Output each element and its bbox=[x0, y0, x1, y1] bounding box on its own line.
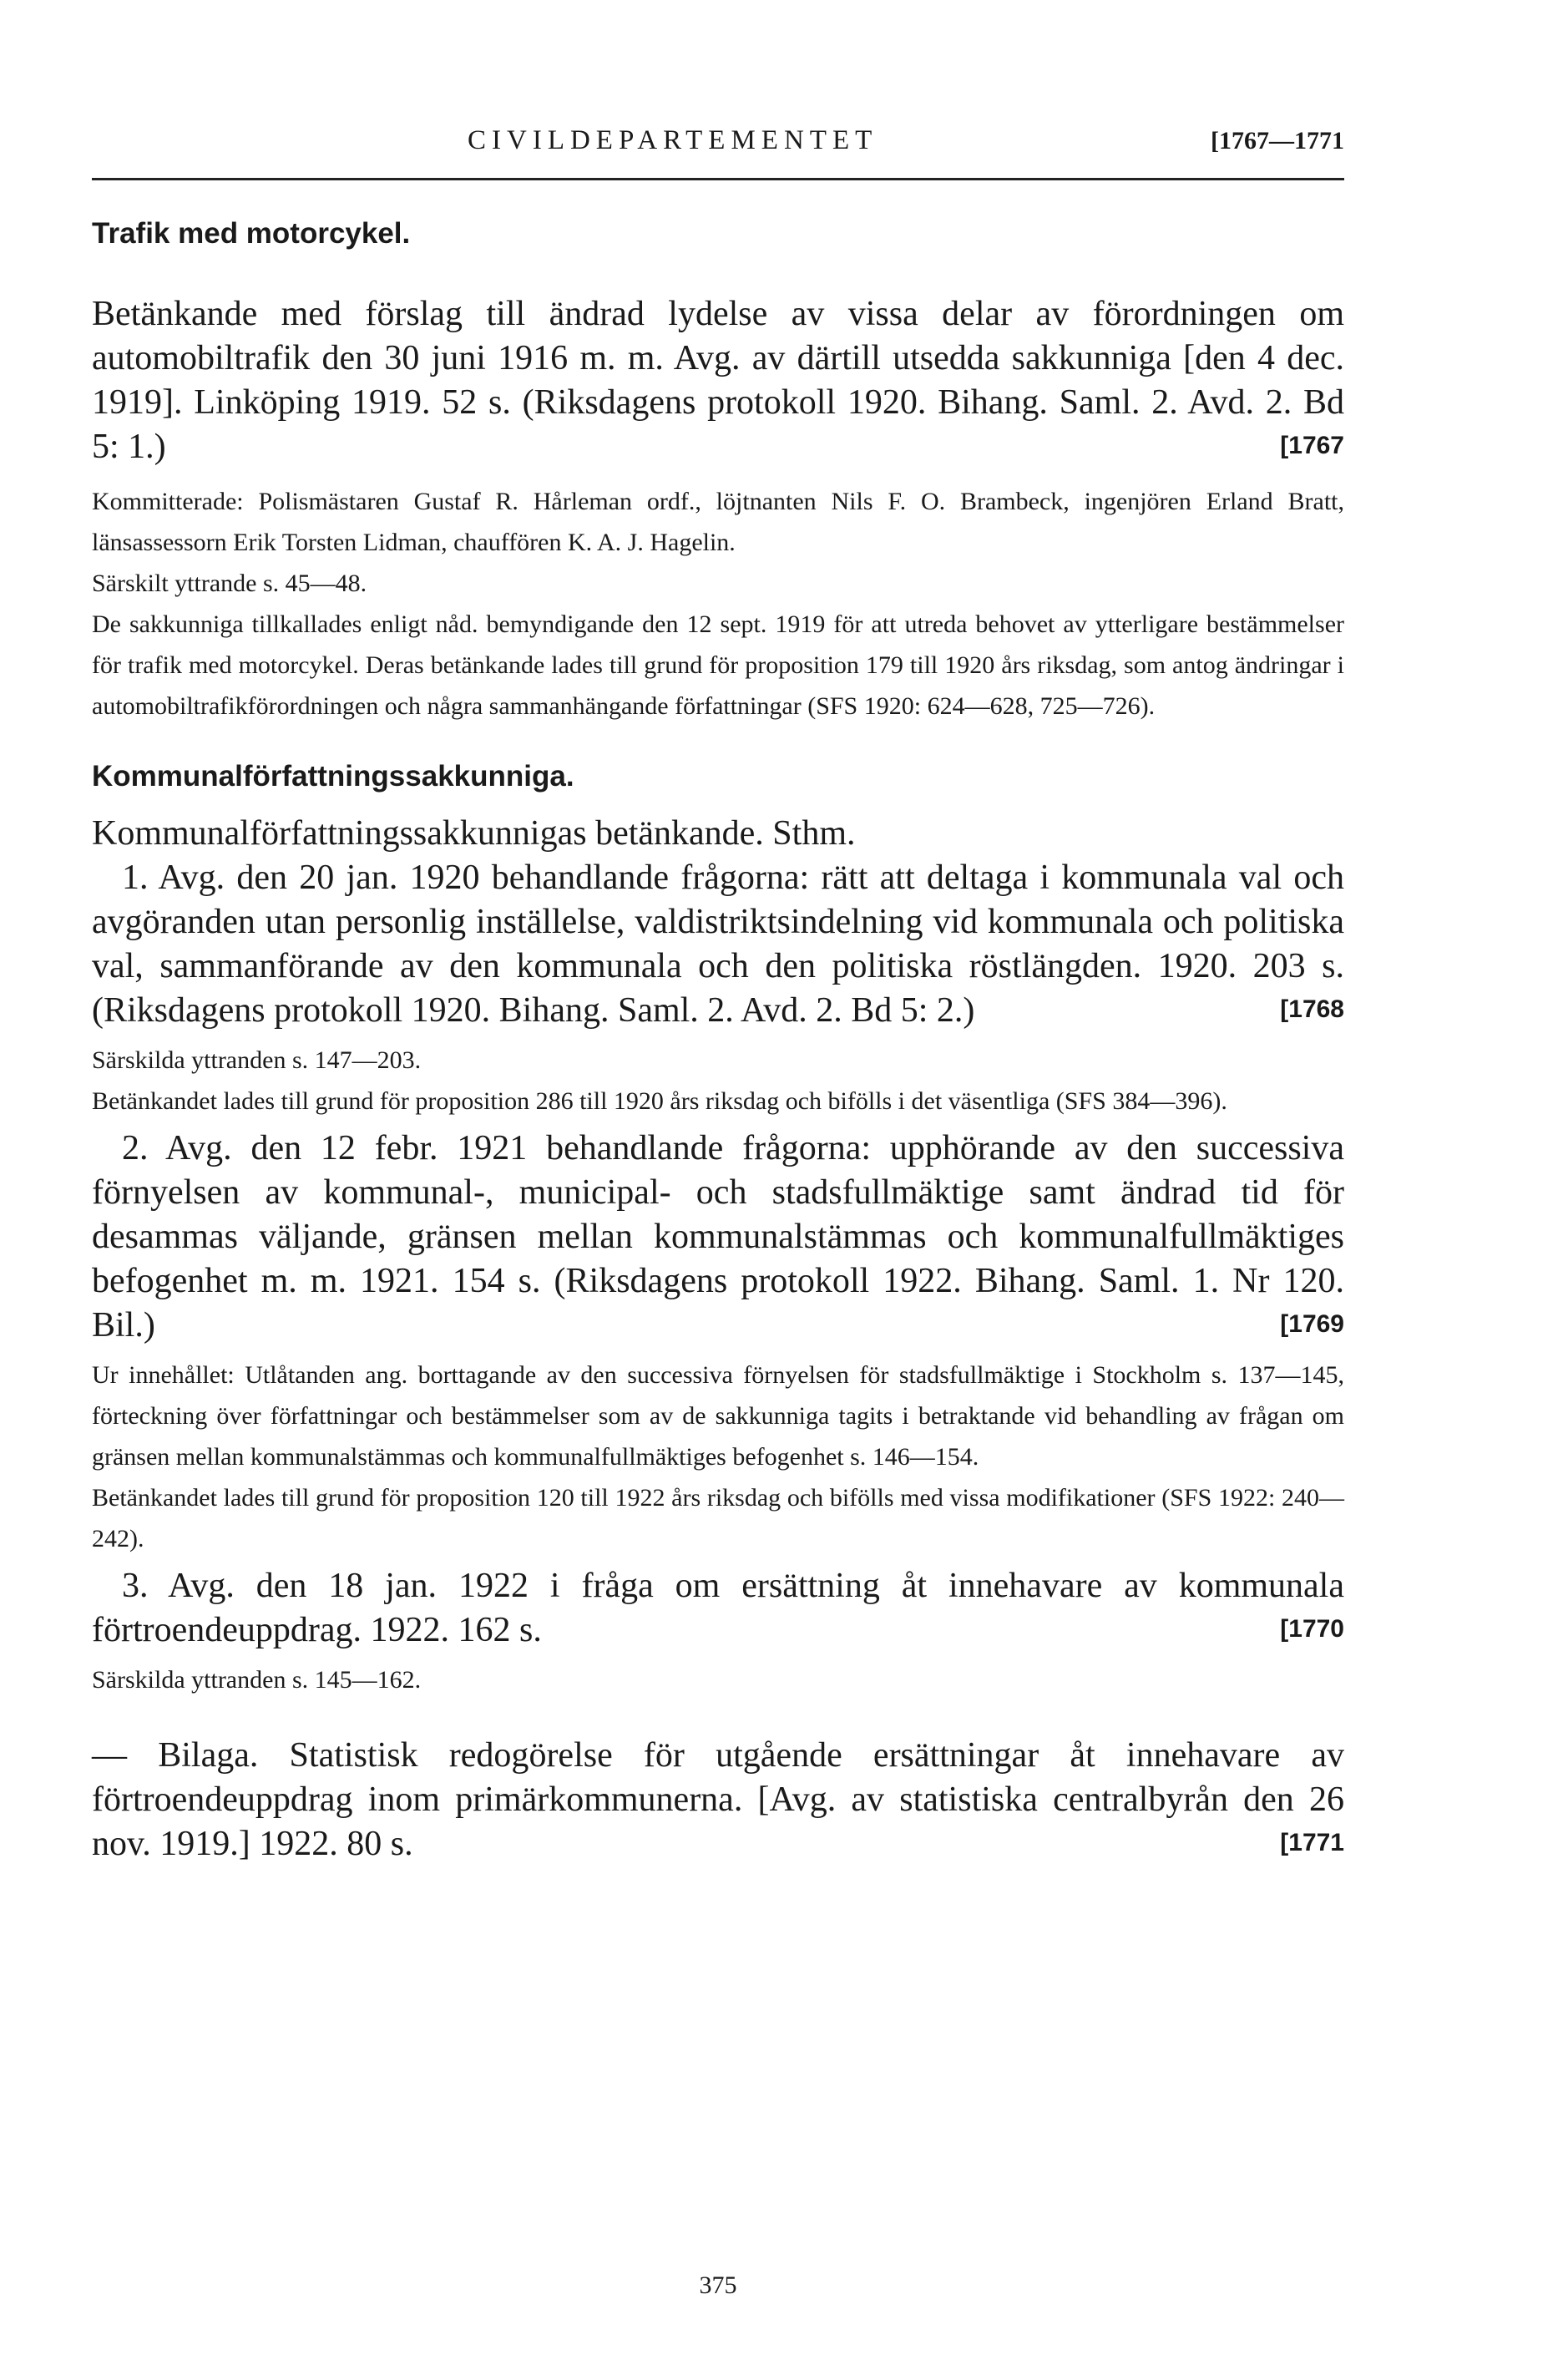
note-sarskilt-yttrande: Särskilt yttrande s. 45—48. bbox=[92, 570, 367, 597]
note-1768-yttranden: Särskilda yttranden s. 147—203. bbox=[92, 1046, 422, 1074]
note-1770-yttranden: Särskilda yttranden s. 145—162. bbox=[92, 1666, 422, 1694]
entry-1767 bbox=[92, 292, 1344, 469]
note-1769-betankandet: Betänkandet lades till grund för proposition 120 till 1922 års riksdag och bifölls med vissa modifikationer (SFS 1922: 240—242). bbox=[92, 1484, 1344, 1552]
entry-1770 bbox=[92, 1564, 1344, 1653]
entry-ref-1767: [1767 bbox=[1280, 432, 1344, 459]
entry-ref-1769: [1769 bbox=[1280, 1310, 1344, 1338]
intro-kommunal: Kommunalförfattningssakkunnigas betänkande. Sthm. bbox=[92, 814, 856, 853]
entry-text: 1. Avg. den 20 jan. 1920 behandlande frågorna: rätt att deltaga i kommunala val och avgöranden utan personlig inställelse, valdistriktsindelning vid kommunala och politiska val, sammanförande av den kommunala och den politiska röstlängden. 1920. 203 s. (Riksdagens protokoll 1920. Bihang. Saml. 2. Avd. 2. Bd 5: 2.) bbox=[92, 858, 1344, 1030]
note-kommitterade: Kommitterade: Polismästaren Gustaf R. Hårleman ordf., löjtnanten Nils F. O. Brambeck, ingenjören Erland Bratt, länsassessorn Erik Torsten Lidman, chauffören K. A. J. Hagelin. bbox=[92, 488, 1344, 556]
running-title: CIVILDEPARTEMENTET bbox=[468, 125, 878, 155]
note-1769-innehallet: Ur innehållet: Utlåtanden ang. borttagande av den successiva förnyelsen för stadsfullmäktige i Stockholm s. 137—145, förteckning över författningar och bestämmelser som av de sakkunniga tagits i betraktande vid behandling av frågan om gränsen mellan kommunalstämmas och kommunalfullmäktiges befogenhet s. 146—154. bbox=[92, 1361, 1344, 1471]
entry-1768 bbox=[92, 856, 1344, 1033]
section-heading-kommunal: Kommunalförfattningssakkunniga. bbox=[92, 760, 574, 793]
section-heading-motorcykel: Trafik med motorcykel. bbox=[92, 217, 411, 250]
running-head bbox=[92, 125, 1344, 167]
entry-ref-1768: [1768 bbox=[1280, 995, 1344, 1023]
entry-1771 bbox=[92, 1734, 1344, 1866]
entry-text: — Bilaga. Statistisk redogörelse för utgående ersättningar åt innehavare av förtroendeuppdrag inom primärkommunerna. [Avg. av statistiska centralbyrån den 26 nov. 1919.] 1922. 80 s. bbox=[92, 1736, 1344, 1863]
header-rule bbox=[92, 178, 1344, 180]
page-body bbox=[92, 209, 1344, 1866]
entry-text: Betänkande med förslag till ändrad lydelse av vissa delar av förordningen om automobiltrafik den 30 juni 1916 m. m. Avg. av därtill utsedda sakkunniga [den 4 dec. 1919]. Linköping 1919. 52 s. (Riksdagens protokoll 1920. Bihang. Saml. 2. Avd. 2. Bd 5: 1.) bbox=[92, 295, 1344, 466]
page-number: 375 bbox=[699, 2271, 737, 2299]
entry-1769 bbox=[92, 1127, 1344, 1348]
entry-ref-1771: [1771 bbox=[1280, 1829, 1344, 1856]
running-range: [1767—1771 bbox=[1211, 127, 1344, 154]
entry-text: 3. Avg. den 18 jan. 1922 i fråga om ersättning åt innehavare av kommunala förtroendeuppdrag. 1922. 162 s. bbox=[92, 1567, 1344, 1649]
entry-ref-1770: [1770 bbox=[1280, 1615, 1344, 1643]
note-sakkunniga: De sakkunniga tillkallades enligt nåd. bemyndigande den 12 sept. 1919 för att utreda behovet av ytterligare bestämmelser för trafik med motorcykel. Deras betänkande lades till grund för proposition 179 till 1920 års riksdag, som antog ändringar i automobiltrafikförordningen och några sammanhängande författningar (SFS 1920: 624—628, 725—726). bbox=[92, 610, 1344, 720]
entry-text: 2. Avg. den 12 febr. 1921 behandlande frågorna: upphörande av den successiva förnyelsen av kommunal-, municipal- och stadsfullmäktige samt ändrad tid för desammas väljande, gränsen mellan kommunalstämmas och kommunalfullmäktiges befogenhet m. m. 1921. 154 s. (Riksdagens protokoll 1922. Bihang. Saml. 1. Nr 120. Bil.) bbox=[92, 1129, 1344, 1345]
note-1768-betankandet: Betänkandet lades till grund för proposition 286 till 1920 års riksdag och bifölls i det väsentliga (SFS 384—396). bbox=[92, 1087, 1227, 1115]
